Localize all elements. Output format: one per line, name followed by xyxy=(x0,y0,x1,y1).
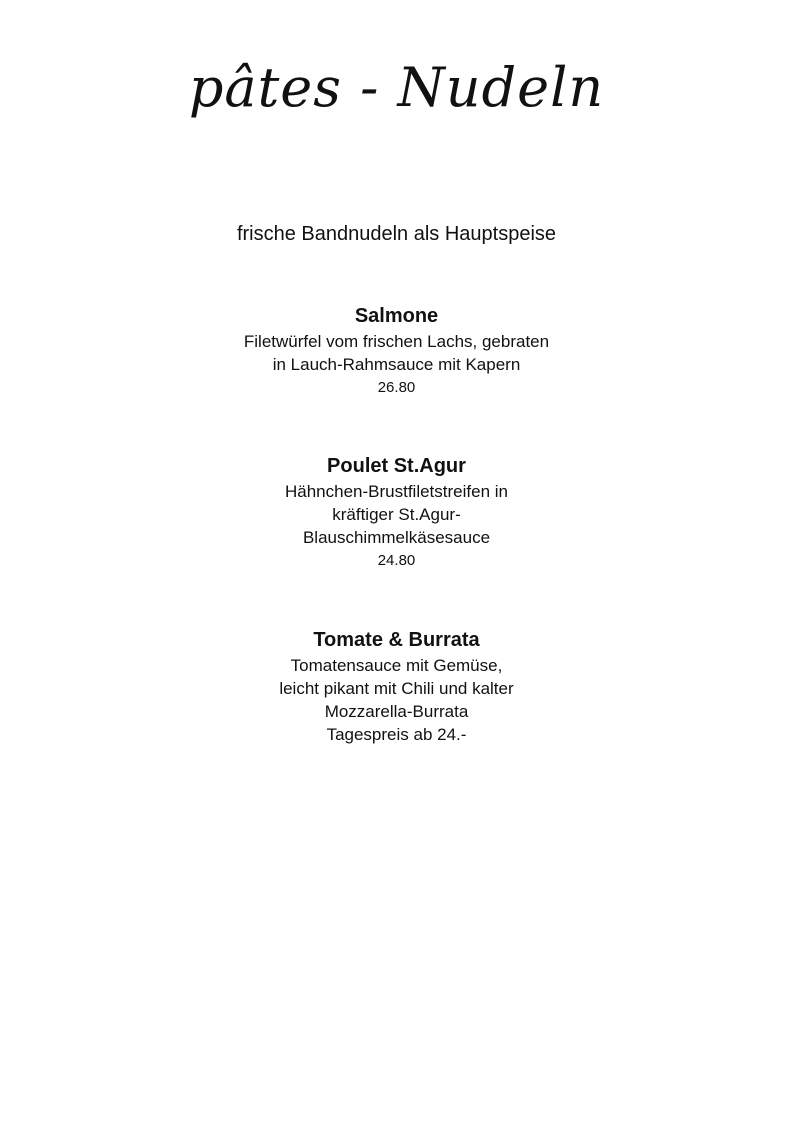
page-title: pâtes - Nudeln xyxy=(188,56,605,119)
dish-item-poulet-st-agur xyxy=(0,452,793,572)
dish-name: Poulet St.Agur xyxy=(327,455,466,477)
dish-price: 24.80 xyxy=(377,552,416,569)
dish-description-line: Mozzarella-Burrata xyxy=(324,702,469,721)
section-subtitle: frische Bandnudeln als Hauptspeise xyxy=(236,223,557,245)
dish-description-line: leicht pikant mit Chili und kalter xyxy=(279,679,514,698)
dish-item-tomate-burrata xyxy=(0,626,793,746)
dish-description-line: Hähnchen-Brustfiletstreifen in xyxy=(284,482,508,501)
dish-description-line: kräftiger St.Agur- xyxy=(332,505,461,524)
dish-item-salmone xyxy=(0,302,793,399)
dish-description-line: Blauschimmelkäsesauce xyxy=(302,528,491,547)
dish-name: Salmone xyxy=(354,305,439,327)
dish-price: Tagespreis ab 24.- xyxy=(326,725,467,744)
dish-description-line: Filetwürfel vom frischen Lachs, gebraten xyxy=(243,332,550,351)
dish-name: Tomate & Burrata xyxy=(313,629,480,651)
dish-price: 26.80 xyxy=(377,379,416,396)
dish-description-line: in Lauch-Rahmsauce mit Kapern xyxy=(272,355,521,374)
dish-description-line: Tomatensauce mit Gemüse, xyxy=(290,656,503,675)
